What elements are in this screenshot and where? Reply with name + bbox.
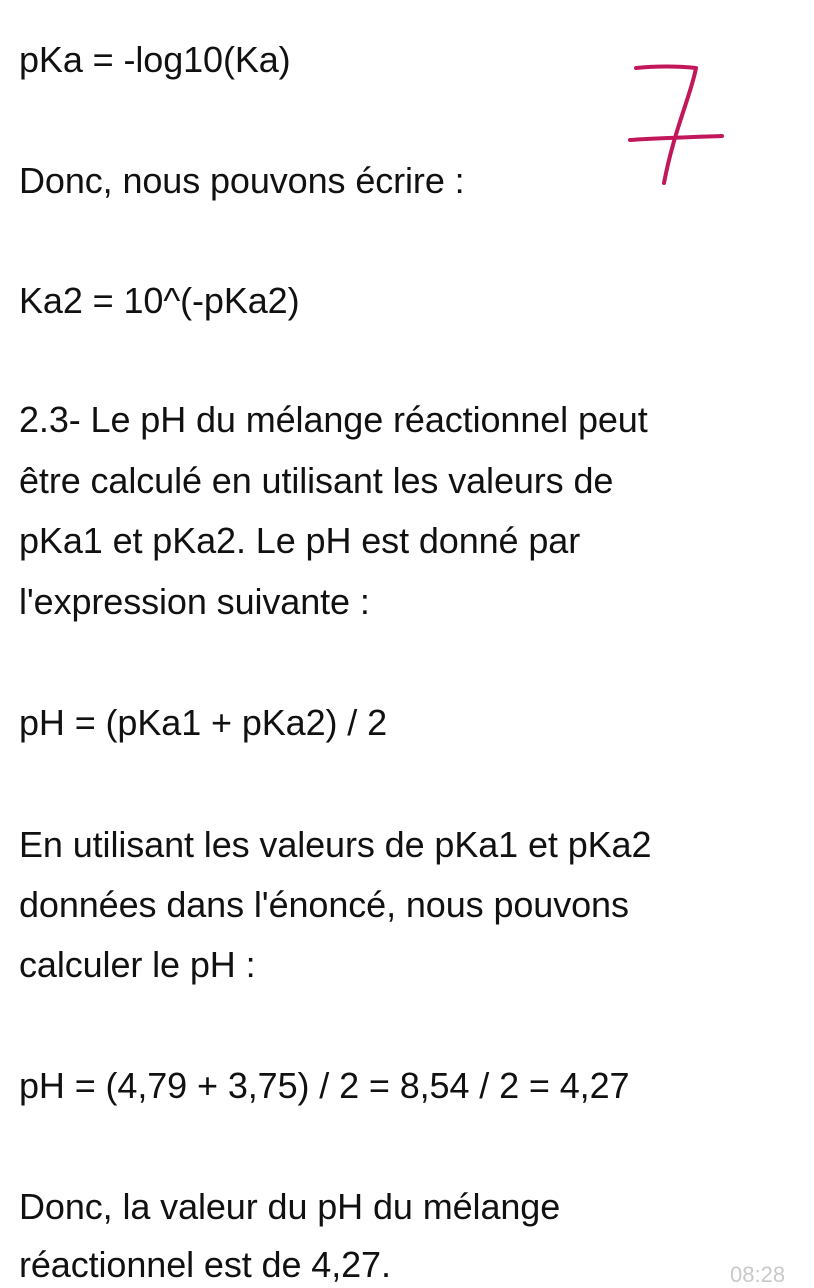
message-line: pH = (pKa1 + pKa2) / 2 (19, 702, 388, 743)
message-line: Donc, la valeur du pH du mélange (19, 1186, 561, 1227)
handwritten-seven-mark (624, 60, 728, 188)
message-line: l'expression suivante : (19, 581, 370, 622)
message-timestamp: 08:28 (730, 1262, 786, 1287)
message-line: pKa1 et pKa2. Le pH est donné par (19, 520, 581, 561)
message-line: pKa = -log10(Ka) (19, 39, 291, 80)
message-line: données dans l'énoncé, nous pouvons (19, 884, 629, 925)
message-line: Donc, nous pouvons écrire : (19, 160, 465, 201)
message-line: être calculé en utilisant les valeurs de (19, 460, 614, 501)
message-line: pH = (4,79 + 3,75) / 2 = 8,54 / 2 = 4,27 (19, 1065, 630, 1106)
message-line: réactionnel est de 4,27. (19, 1244, 391, 1285)
message-line: calculer le pH : (19, 944, 256, 985)
message-line: En utilisant les valeurs de pKa1 et pKa2 (19, 824, 652, 865)
message-line: Ka2 = 10^(-pKa2) (19, 280, 300, 321)
message-line: 2.3- Le pH du mélange réactionnel peut (19, 399, 648, 440)
